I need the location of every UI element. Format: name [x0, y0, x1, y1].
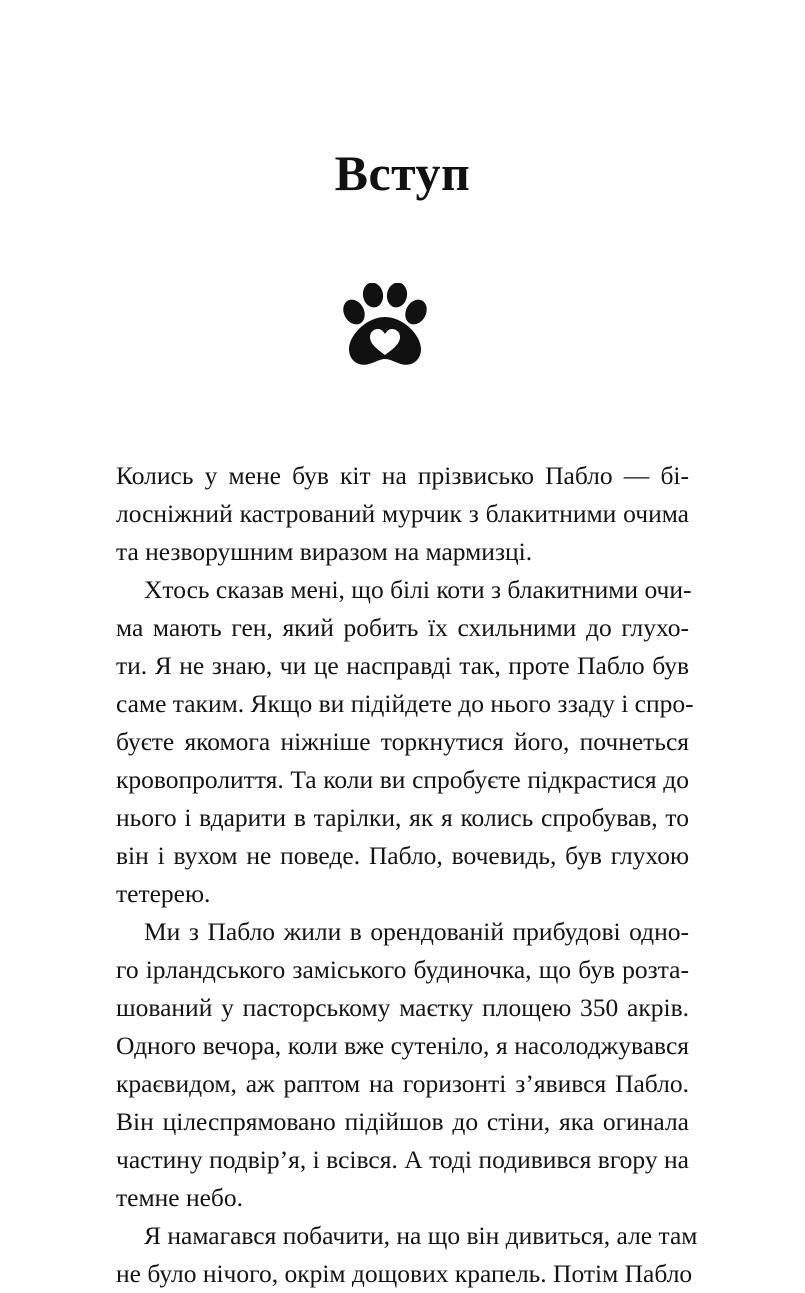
- text-line: го ірландського заміського будиночка, що був розта-: [116, 955, 689, 984]
- text-line: частину подвір’я, і всівся. А тоді подивився вгору на: [116, 1145, 689, 1174]
- text-line: лосніжний кастрований мурчик з блакитними очима: [116, 499, 689, 528]
- text-line: темне небо.: [116, 1183, 244, 1212]
- paragraph: [116, 913, 689, 1217]
- text-line: шований у пасторському маєтку площею 350 акрів.: [116, 993, 689, 1022]
- text-line: Ми з Пабло жили в орендованій прибудові одно-: [144, 917, 689, 946]
- body-text: [116, 457, 698, 1293]
- paragraph: [116, 457, 689, 571]
- text-line: він і вухом не поведе. Пабло, вочевидь, був глухою: [116, 841, 689, 870]
- text-line: Одного вечора, коли вже сутеніло, я насолоджувався: [116, 1031, 689, 1060]
- text-line: саме таким. Якщо ви підійдете до нього ззаду і спро-: [116, 689, 694, 718]
- text-line: ти. Я не знаю, чи це насправді так, проте Пабло був: [116, 651, 689, 680]
- text-line: ма мають ген, який робить їх схильними до глухо-: [116, 613, 689, 642]
- chapter-title: Вступ: [334, 145, 471, 201]
- text-line: Я намагався побачити, на що він дивиться, але там: [144, 1221, 698, 1250]
- text-line: нього і вдарити в тарілки, як я колись спробував, то: [116, 803, 689, 832]
- text-line: не було нічого, окрім дощових крапель. Потім Пабло: [116, 1259, 693, 1288]
- paragraph: [116, 1217, 698, 1293]
- text-line: буєте якомога ніжніше торкнутися його, почнеться: [116, 727, 689, 756]
- text-line: та незворушним виразом на мармизці.: [116, 537, 533, 566]
- text-line: тетерею.: [116, 879, 211, 908]
- text-line: краєвидом, аж раптом на горизонті з’явився Пабло.: [116, 1069, 689, 1098]
- text-line: Хтось сказав мені, що білі коти з блакитними очи-: [144, 575, 692, 604]
- paw-print-icon: [337, 283, 433, 371]
- text-line: кровопролиття. Та коли ви спробуєте підкрастися до: [116, 765, 689, 794]
- paragraph: [116, 571, 694, 913]
- text-line: Він цілеспрямовано підійшов до стіни, яка огинала: [116, 1107, 689, 1136]
- text-line: Колись у мене був кіт на прізвисько Пабло — бі-: [116, 461, 689, 490]
